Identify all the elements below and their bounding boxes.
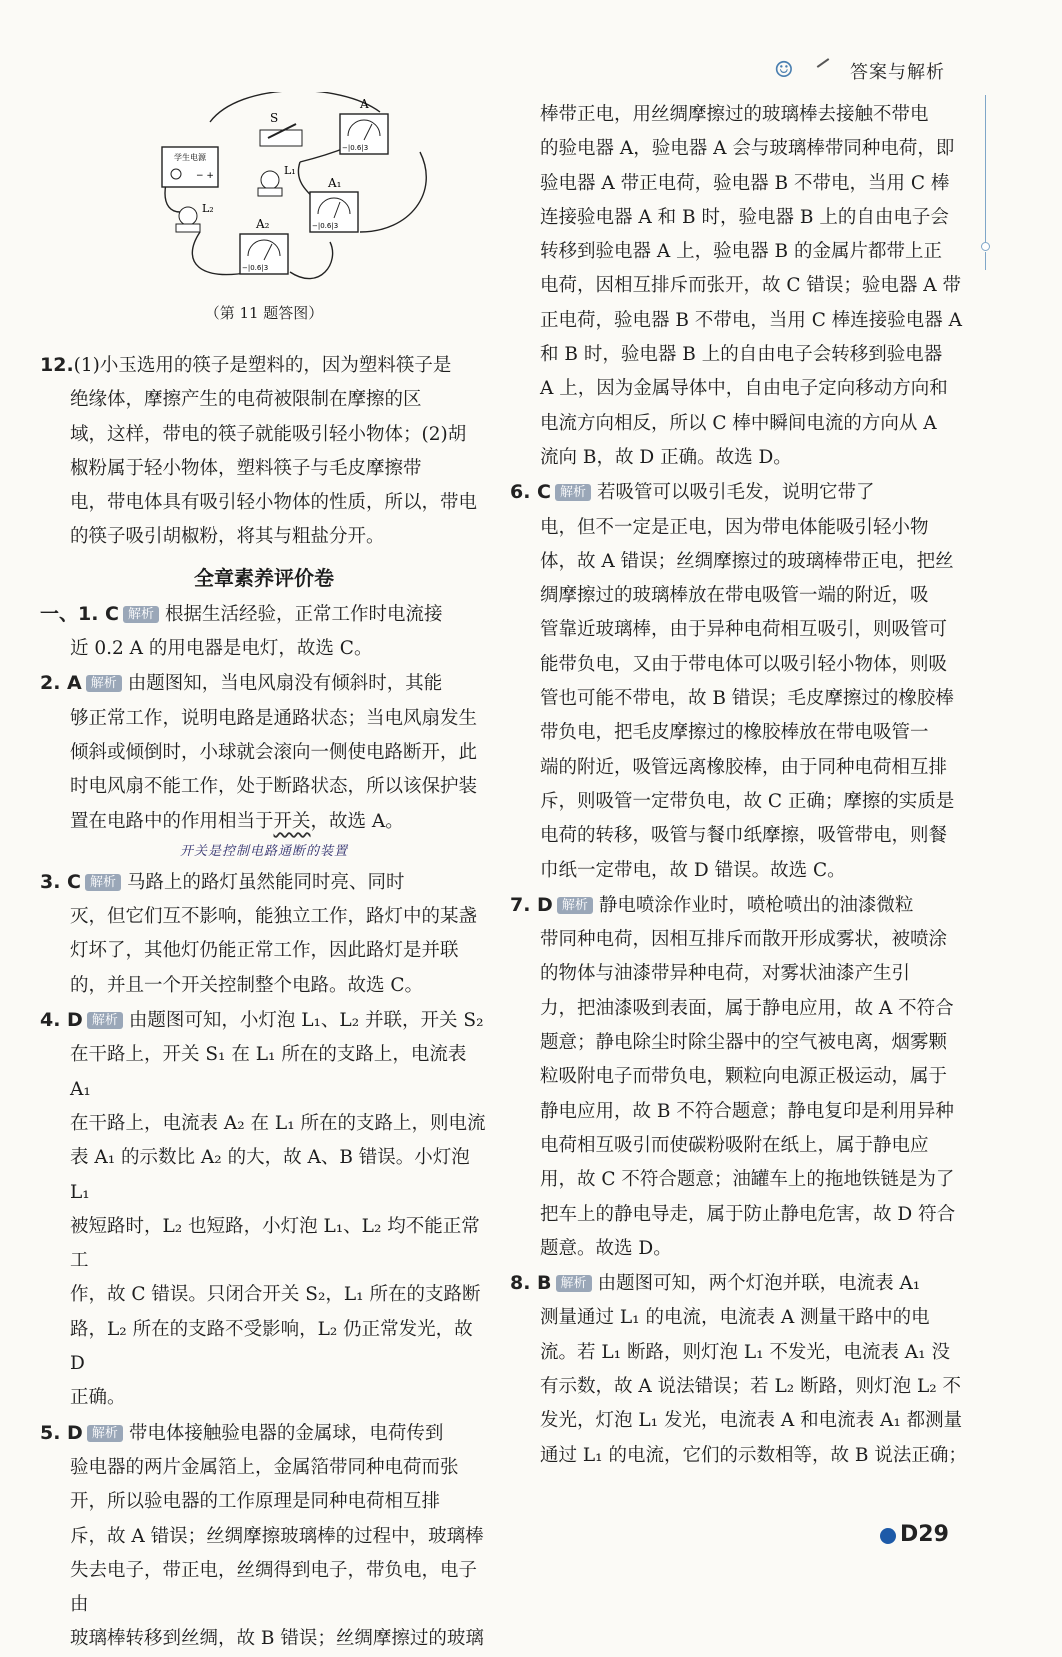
question-number: 7. D: [510, 893, 553, 916]
analysis-tag: 解析: [556, 1275, 592, 1292]
svg-text:学生电源: 学生电源: [174, 153, 206, 162]
analysis-tag: 解析: [87, 1012, 123, 1029]
question-1: 一、1. C 解析 根据生活经验，正常工作时电流接 近 0.2 A 的用电器是电灯，故选 C。: [40, 597, 488, 667]
ammeter-a2: [240, 217, 288, 274]
page-number: D29: [900, 1522, 949, 1547]
question-2: 2. A 解析 由题图知，当电风扇没有倾斜时，其能 够正常工作，说明电路是通路状态；当电风扇发生 倾斜或倾倒时，小球就会滚向一侧使电路断开，此 时电风扇不能工作，处于断路状态，所以该保护装 置在电路中的作用相当于开关，故选 A。 开关是控制电路通断的装置: [40, 666, 488, 862]
page-header: [770, 52, 1030, 88]
analysis-tag: 解析: [555, 484, 591, 501]
question-number: 3. C: [40, 870, 81, 893]
question-6: 6. C 解析 若吸管可以吸引毛发，说明它带了 电，但不一定是正电，因为带电体能吸引轻小物 体，故 A 错误；丝绸摩擦过的玻璃棒带正电，把丝 绸摩擦过的玻璃棒放在带电吸管一端的附近，吸 管靠近玻璃棒，由于异种电荷相互吸引，则吸管可 能带负电，又由于带电体可以吸引轻小物体，则吸 管也可能不带电，故 B 错误；毛皮摩擦过的橡胶棒 带负电，把毛皮摩擦过的橡胶棒放在带电吸管一 端的附近，吸管远离橡胶棒，由于同种电荷相互排 斥，则吸管一定带负电，故 C 正确；摩擦的实质是 电荷的转移，吸管与餐巾纸摩擦，吸管带电，则餐 巾纸一定带电，故 D 错误。故选 C。: [510, 475, 980, 888]
question-number: 12.: [40, 354, 74, 376]
svg-text:− +: − +: [196, 171, 214, 181]
margin-rail: [985, 95, 986, 245]
lamp-l1: [258, 164, 296, 196]
question-12: 12.(1)小玉选用的筷子是塑料的，因为塑料筷子是 绝缘体，摩擦产生的电荷被限制在摩擦的区 域，这样，带电的筷子就能吸引轻小物体；(2)胡 椒粉属于轻小物体，塑料筷子与毛皮摩擦带 电，带电体具有吸引轻小物体的性质，所以，带电 的筷子吸引胡椒粉，将其与粗盐分开。: [40, 348, 488, 555]
svg-text:A₁: A₁: [328, 176, 342, 190]
section-title: 全章素养评价卷: [194, 565, 334, 590]
analysis-tag: 解析: [557, 897, 593, 914]
question-8: 8. B 解析 由题图可知，两个灯泡并联，电流表 A₁ 测量通过 L₁ 的电流，电流表 A 测量干路中的电 流。若 L₁ 断路，则灯泡 L₁ 不发光，电流表 A₁ 没 有示数，故 A 说法错误；若 L₂ 断路，则灯泡 L₂ 不 发光，灯泡 L₁ 发光，电流表 A 和电流表 A₁ 都测量 通过 L₁ 的电流，它们的示数相等，故 B 说法正确；: [510, 1266, 980, 1473]
switch-s: [260, 111, 302, 146]
question-number: 8. B: [510, 1272, 552, 1295]
margin-rail-end: [985, 252, 986, 270]
divider: [817, 58, 830, 68]
header-title: 答案与解析: [850, 62, 945, 83]
page-number-icon: [880, 1528, 896, 1544]
question-5-continued: 棒带正电，用丝绸摩擦过的玻璃棒去接触不带电 的验电器 A，验电器 A 会与玻璃棒带同种电荷，即 验电器 A 带正电荷，验电器 B 不带电，当用 C 棒 连接验电器 A 和 B 时，验电器 B 上的自由电子会 转移到验电器 A 上，验电器 B 的金属片都带上正 电荷，因相互排斥而张开，故 C 错误；验电器 A 带 正电荷，验电器 B 不带电，当用 C 棒连接验电器 A 和 B 时，验电器 B 上的自由电子会转移到验电器 A 上，因为金属导体中，自由电子定向移动方向和 电流方向相反，所以 C 棒中瞬间电流的方向从 A 流向 B，故 D 正确。故选 D。: [540, 104, 963, 468]
question-number: 4. D: [40, 1009, 83, 1032]
svg-text:A: A: [360, 97, 369, 111]
question-number: 6. C: [510, 481, 551, 504]
svg-text:L₁: L₁: [284, 164, 296, 177]
margin-rail-dot: [981, 242, 990, 251]
svg-text:−|0.6|3: −|0.6|3: [242, 264, 269, 272]
wavy-underlined-term: 开关: [273, 810, 311, 832]
question-7: 7. D 解析 静电喷涂作业时，喷枪喷出的油漆微粒 带同种电荷，因相互排斥而散开形成雾状，被喷涂 的物体与油漆带异种电荷，对雾状油漆产生引 力，把油漆吸到表面，属于静电应用，故 A 不符合 题意；静电除尘时除尘器中的空气被电离，烟雾颗 粒吸附电子而带负电，颗粒向电源正极运动，属于 静电应用，故 B 不符合题意；静电复印是利用异种 电荷相互吸引而使碳粉吸附在纸上，属于静电应 用，故 C 不符合题意；油罐车上的拖地铁链是为了 把车上的静电导走，属于防止静电危害，故 D 符合 题意。故选 D。: [510, 888, 980, 1266]
question-5: 5. D 解析 带电体接触验电器的金属球，电荷传到 验电器的两片金属箔上，金属箔带同种电荷而张 开，所以验电器的工作原理是同种电荷相互排 斥，故 A 错误；丝绸摩擦玻璃棒的过程中，玻璃棒 失去电子，带正电，丝绸得到电子，带负电，电子由 玻璃棒转移到丝绸，故 B 错误；丝绸摩擦过的玻璃: [40, 1416, 488, 1657]
circuit-figure: [140, 92, 440, 304]
ammeter-a: [340, 97, 388, 154]
lamp-l2: [176, 202, 214, 232]
svg-text:−|0.6|3: −|0.6|3: [342, 144, 369, 152]
question-number: 一、1. C: [40, 602, 119, 625]
left-column: [40, 348, 488, 1657]
figure-caption: （第 11 题答图）: [204, 304, 324, 322]
svg-text:−|0.6|3: −|0.6|3: [312, 222, 339, 230]
power-supply: [162, 147, 218, 187]
handwritten-note: 开关是控制电路通断的装置: [179, 843, 348, 859]
question-3: 3. C 解析 马路上的路灯虽然能同时亮、同时 灭，但它们互不影响，能独立工作，路灯中的某盏 灯坏了，其他灯仍能正常工作，因此路灯是并联 的，并且一个开关控制整个电路。故选 C。: [40, 865, 488, 1003]
analysis-tag: 解析: [86, 675, 122, 692]
svg-text:L₂: L₂: [202, 202, 214, 215]
person-icon: ☺: [774, 58, 794, 83]
question-number: 5. D: [40, 1421, 83, 1444]
right-column: [510, 98, 980, 1473]
analysis-tag: 解析: [87, 1425, 123, 1442]
ammeter-a1: [310, 176, 358, 232]
svg-text:S: S: [270, 111, 279, 125]
question-number: 2. A: [40, 672, 82, 695]
analysis-tag: 解析: [123, 606, 159, 623]
question-4: 4. D 解析 由题图可知，小灯泡 L₁、L₂ 并联，开关 S₂ 在干路上，开关 S₁ 在 L₁ 所在的支路上，电流表 A₁ 在干路上，电流表 A₂ 在 L₁ 所在的支路上，则电流 表 A₁ 的示数比 A₂ 的大，故 A、B 错误。小灯泡 L₁ 被短路时，L₂ 也短路，小灯泡 L₁、L₂ 均不能正常工 作，故 C 错误。只闭合开关 S₂，L₁ 所在的支路断 路，L₂ 所在的支路不受影响，L₂ 仍正常发光，故 D 正确。: [40, 1003, 488, 1416]
svg-text:A₂: A₂: [256, 217, 270, 231]
analysis-tag: 解析: [85, 874, 121, 891]
